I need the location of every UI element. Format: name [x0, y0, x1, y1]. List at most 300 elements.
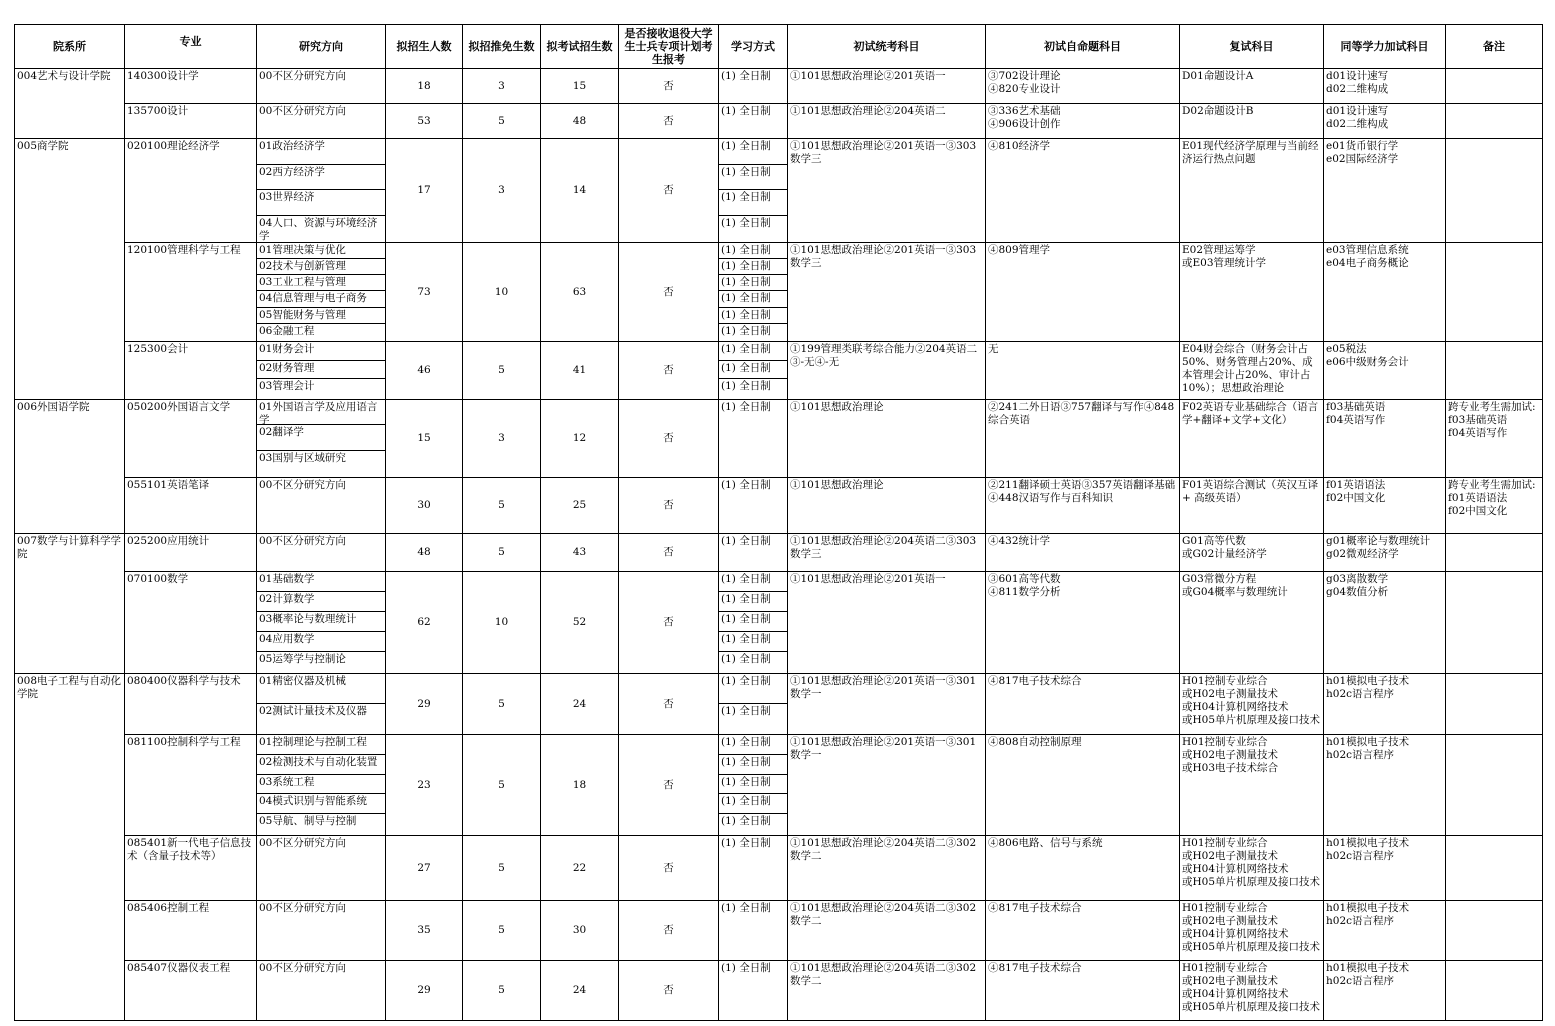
direction-item: 04信息管理与电子商务	[257, 291, 385, 307]
veteran-cell: 否	[619, 243, 719, 342]
extra-line: d01设计速写	[1326, 105, 1389, 117]
study-mode-item: (1) 全日制	[719, 342, 787, 361]
extra-exam-cell	[1324, 836, 1446, 901]
note-cell	[1446, 572, 1543, 674]
own-exam-cell	[986, 342, 1180, 400]
retest-line: 或H04计算机网络技术	[1182, 701, 1289, 713]
table-row	[15, 342, 1543, 400]
retest-line: 或G02计量经济学	[1182, 548, 1267, 560]
retest-cell	[1180, 342, 1324, 400]
direction-item: 02测试计量技术及仪器	[259, 704, 367, 717]
direction-cell	[257, 342, 386, 400]
study-mode-cell	[719, 901, 788, 961]
extra-exam-cell	[1324, 961, 1446, 1021]
own-line: ②241二外日语③757翻译与写作④848综合英语	[988, 401, 1175, 426]
total-cell: 46	[386, 342, 463, 400]
extra-line: h02c语言程序	[1326, 688, 1395, 700]
table-row	[15, 572, 1543, 674]
direction-cell	[257, 534, 386, 572]
header-cell: 初试统考科目	[788, 25, 986, 69]
table-row	[15, 104, 1543, 139]
extra-line: e04电子商务概论	[1326, 257, 1409, 269]
major-cell: 085407仪器仪表工程	[125, 961, 257, 1021]
retest-line: F02英语专业基础综合（语言学+翻译+文学+文化）	[1182, 401, 1319, 426]
extra-exam-cell	[1324, 69, 1446, 104]
direction-item: 01控制理论与控制工程	[257, 735, 385, 755]
extra-line: g04数值分析	[1326, 586, 1389, 598]
admissions-catalog	[14, 24, 1542, 1021]
unified-exam-cell: ①101思想政治理论②201英语一③301数学一	[788, 735, 986, 836]
direction-item: 03系统工程	[257, 775, 385, 795]
exam-cell: 52	[541, 572, 619, 674]
study-mode-item: (1) 全日制	[719, 243, 787, 259]
own-line: ④806电路、信号与系统	[988, 837, 1103, 849]
study-mode-cell	[719, 69, 788, 104]
extra-line: f01英语语法	[1326, 479, 1386, 491]
direction-item: 00不区分研究方向	[259, 105, 346, 117]
own-exam-cell	[986, 836, 1180, 901]
exam-cell: 14	[541, 139, 619, 243]
study-mode-item: (1) 全日制	[721, 704, 771, 717]
table-row	[15, 534, 1543, 572]
extra-line: h02c语言程序	[1326, 749, 1395, 761]
retest-cell	[1180, 901, 1324, 961]
note-line: f02中国文化	[1448, 505, 1508, 517]
study-mode-item: (1) 全日制	[719, 735, 787, 755]
veteran-cell: 否	[619, 836, 719, 901]
own-exam-cell	[986, 901, 1180, 961]
own-line: ④432统计学	[988, 535, 1051, 547]
rec-cell: 5	[463, 674, 541, 735]
exam-cell: 41	[541, 342, 619, 400]
extra-line: h01模拟电子技术	[1326, 675, 1410, 687]
extra-line: e03管理信息系统	[1326, 244, 1409, 256]
total-cell: 29	[386, 961, 463, 1021]
retest-line: 或H02电子测量技术	[1182, 850, 1279, 862]
header-cell: 是否接收退役大学生士兵专项计划考生报考	[619, 25, 719, 69]
extra-line: h02c语言程序	[1326, 915, 1395, 927]
unified-exam-cell: ①101思想政治理论②204英语二③302数学二	[788, 836, 986, 901]
retest-cell	[1180, 400, 1324, 478]
direction-item: 01精密仪器及机械	[257, 674, 385, 704]
own-exam-cell	[986, 139, 1180, 243]
major-cell: 120100管理科学与工程	[125, 243, 257, 342]
major-cell: 085401新一代电子信息技术（含量子技术等）	[125, 836, 257, 901]
veteran-cell: 否	[619, 572, 719, 674]
direction-cell	[257, 104, 386, 139]
study-mode-item: (1) 全日制	[721, 815, 771, 828]
retest-cell	[1180, 534, 1324, 572]
modes-line: (1) 全日制	[721, 479, 771, 491]
total-cell: 27	[386, 836, 463, 901]
extra-line: h02c语言程序	[1326, 850, 1395, 862]
note-line: f01英语语法	[1448, 492, 1508, 504]
major-cell: 125300会计	[125, 342, 257, 400]
major-cell: 140300设计学	[125, 69, 257, 104]
extra-line: h01模拟电子技术	[1326, 837, 1410, 849]
unified-exam-cell: ①101思想政治理论②201英语一③301数学一	[788, 674, 986, 735]
direction-item: 01外国语言学及应用语言学	[257, 400, 385, 425]
retest-line: 或E03管理统计学	[1182, 257, 1267, 269]
total-cell: 53	[386, 104, 463, 139]
retest-line: 或H02电子测量技术	[1182, 915, 1279, 927]
study-mode-item: (1) 全日制	[719, 755, 787, 775]
extra-line: d02二维构成	[1326, 83, 1389, 95]
retest-line: D01命题设计A	[1182, 70, 1254, 82]
note-cell	[1446, 674, 1543, 735]
own-exam-cell	[986, 961, 1180, 1021]
direction-item: 02检测技术与自动化装置	[257, 755, 385, 775]
unified-exam-cell: ①101思想政治理论	[788, 478, 986, 534]
note-cell	[1446, 342, 1543, 400]
study-mode-cell	[719, 243, 788, 342]
direction-cell	[257, 961, 386, 1021]
major-cell: 080400仪器科学与技术	[125, 674, 257, 735]
direction-item: 01管理决策与优化	[257, 243, 385, 259]
direction-item: 04模式识别与智能系统	[257, 794, 385, 814]
retest-line: E02管理运筹学	[1182, 244, 1256, 256]
rec-cell: 3	[463, 139, 541, 243]
direction-item: 03国别与区域研究	[259, 451, 346, 464]
total-cell: 35	[386, 901, 463, 961]
header-row	[15, 25, 1543, 69]
dept-cell: 004艺术与设计学院	[15, 69, 125, 139]
exam-cell: 48	[541, 104, 619, 139]
study-mode-cell	[719, 534, 788, 572]
retest-line: E01现代经济学原理与当前经济运行热点问题	[1182, 140, 1319, 165]
retest-line: 或H04计算机网络技术	[1182, 928, 1289, 940]
dept-cell: 007数学与计算科学学院	[15, 534, 125, 674]
extra-line: d01设计速写	[1326, 70, 1389, 82]
own-line: ③702设计理论	[988, 70, 1061, 82]
veteran-cell: 否	[619, 534, 719, 572]
own-exam-cell	[986, 478, 1180, 534]
own-line: ④811数学分析	[988, 586, 1061, 598]
major-cell: 020100理论经济学	[125, 139, 257, 243]
veteran-cell: 否	[619, 139, 719, 243]
own-exam-cell	[986, 735, 1180, 836]
rec-cell: 3	[463, 400, 541, 478]
note-cell	[1446, 836, 1543, 901]
extra-exam-cell	[1324, 342, 1446, 400]
direction-item: 05智能财务与管理	[257, 308, 385, 324]
direction-item: 00不区分研究方向	[259, 837, 346, 849]
study-mode-item: (1) 全日制	[719, 632, 787, 652]
note-cell	[1446, 243, 1543, 342]
direction-item: 02技术与创新管理	[257, 259, 385, 275]
veteran-cell: 否	[619, 69, 719, 104]
retest-cell	[1180, 735, 1324, 836]
exam-cell: 43	[541, 534, 619, 572]
table-row	[15, 69, 1543, 104]
major-cell: 055101英语笔译	[125, 478, 257, 534]
study-mode-item: (1) 全日制	[719, 674, 787, 704]
study-mode-cell	[719, 674, 788, 735]
extra-line: e06中级财务会计	[1326, 356, 1409, 368]
own-line: ④808自动控制原理	[988, 736, 1082, 748]
direction-item: 01基础数学	[257, 572, 385, 592]
direction-item: 01政治经济学	[257, 139, 385, 165]
retest-line: H01控制专业综合	[1182, 962, 1268, 974]
exam-cell: 12	[541, 400, 619, 478]
table-row	[15, 901, 1543, 961]
study-mode-cell	[719, 735, 788, 836]
study-mode-item: (1) 全日制	[719, 592, 787, 612]
direction-cell	[257, 400, 386, 478]
unified-exam-cell: ①101思想政治理论②204英语二③302数学二	[788, 901, 986, 961]
retest-cell	[1180, 572, 1324, 674]
extra-line: h01模拟电子技术	[1326, 902, 1410, 914]
note-line: 跨专业考生需加试:	[1448, 401, 1536, 413]
exam-cell: 30	[541, 901, 619, 961]
retest-line: H01控制专业综合	[1182, 736, 1268, 748]
rec-cell: 5	[463, 104, 541, 139]
own-line: ②211翻译硕士英语③357英语翻译基础④448汉语写作与百科知识	[988, 479, 1176, 504]
direction-item: 01财务会计	[257, 342, 385, 361]
retest-cell	[1180, 243, 1324, 342]
extra-line: f02中国文化	[1326, 492, 1386, 504]
retest-line: 或H05单片机原理及接口技术	[1182, 876, 1321, 888]
header-cell: 复试科目	[1180, 25, 1324, 69]
modes-line: (1) 全日制	[721, 535, 771, 547]
veteran-cell: 否	[619, 674, 719, 735]
header-cell: 专业	[125, 25, 257, 69]
veteran-cell: 否	[619, 901, 719, 961]
note-cell	[1446, 735, 1543, 836]
rec-cell: 10	[463, 572, 541, 674]
extra-exam-cell	[1324, 901, 1446, 961]
direction-item: 03世界经济	[257, 190, 385, 216]
extra-exam-cell	[1324, 572, 1446, 674]
modes-line: (1) 全日制	[721, 837, 771, 849]
unified-exam-cell: ①101思想政治理论②201英语一③303数学三	[788, 139, 986, 243]
header-cell: 备注	[1446, 25, 1543, 69]
study-mode-cell	[719, 572, 788, 674]
study-mode-item: (1) 全日制	[721, 324, 771, 337]
direction-item: 06金融工程	[259, 324, 315, 337]
exam-cell: 24	[541, 674, 619, 735]
header-cell: 研究方向	[257, 25, 386, 69]
unified-exam-cell: ①199管理类联考综合能力②204英语二③-无④-无	[788, 342, 986, 400]
study-mode-cell	[719, 478, 788, 534]
major-cell: 070100数学	[125, 572, 257, 674]
own-exam-cell	[986, 69, 1180, 104]
direction-item: 05导航、制导与控制	[259, 815, 357, 828]
retest-cell	[1180, 674, 1324, 735]
note-line: f03基础英语	[1448, 414, 1508, 426]
extra-line: e05税法	[1326, 343, 1367, 355]
direction-item: 03概率论与数理统计	[257, 612, 385, 632]
rec-cell: 10	[463, 243, 541, 342]
study-mode-item: (1) 全日制	[721, 653, 771, 665]
study-mode-cell	[719, 961, 788, 1021]
veteran-cell: 否	[619, 735, 719, 836]
retest-cell	[1180, 961, 1324, 1021]
direction-item: 02计算数学	[257, 592, 385, 612]
header-cell: 拟招推免生数	[463, 25, 541, 69]
unified-exam-cell: ①101思想政治理论②204英语二③303数学三	[788, 534, 986, 572]
direction-item: 00不区分研究方向	[259, 479, 346, 491]
extra-line: d02二维构成	[1326, 118, 1389, 130]
study-mode-cell	[719, 400, 788, 478]
direction-cell	[257, 243, 386, 342]
note-cell	[1446, 69, 1543, 104]
study-mode-item: (1) 全日制	[719, 259, 787, 275]
note-cell	[1446, 400, 1543, 478]
extra-line: h01模拟电子技术	[1326, 736, 1410, 748]
total-cell: 73	[386, 243, 463, 342]
exam-cell: 22	[541, 836, 619, 901]
table-row	[15, 735, 1543, 836]
study-mode-cell	[719, 104, 788, 139]
direction-cell	[257, 836, 386, 901]
direction-item: 00不区分研究方向	[259, 535, 346, 547]
retest-line: D02命题设计B	[1182, 105, 1254, 117]
extra-exam-cell	[1324, 478, 1446, 534]
retest-line: 或H05单片机原理及接口技术	[1182, 1001, 1321, 1013]
extra-exam-cell	[1324, 243, 1446, 342]
retest-line: F01英语综合测试（英汉互译 + 高级英语）	[1182, 479, 1319, 504]
retest-line: H01控制专业综合	[1182, 837, 1268, 849]
unified-exam-cell: ①101思想政治理论	[788, 400, 986, 478]
direction-item: 04人口、资源与环境经济学	[259, 216, 378, 241]
retest-cell	[1180, 104, 1324, 139]
study-mode-item: (1) 全日制	[719, 775, 787, 795]
total-cell: 62	[386, 572, 463, 674]
total-cell: 30	[386, 478, 463, 534]
note-cell	[1446, 478, 1543, 534]
retest-line: H01控制专业综合	[1182, 902, 1268, 914]
admissions-table	[14, 24, 1543, 1021]
rec-cell: 5	[463, 534, 541, 572]
direction-cell	[257, 901, 386, 961]
table-row	[15, 243, 1543, 342]
retest-cell	[1180, 69, 1324, 104]
table-row	[15, 961, 1543, 1021]
own-line: ④809管理学	[988, 244, 1051, 256]
note-cell	[1446, 139, 1543, 243]
extra-line: h01模拟电子技术	[1326, 962, 1410, 974]
direction-item: 05运筹学与控制论	[259, 653, 346, 665]
table-row	[15, 478, 1543, 534]
own-line: ③336艺术基础	[988, 105, 1061, 117]
exam-cell: 63	[541, 243, 619, 342]
extra-line: g01概率论与数理统计	[1326, 535, 1431, 547]
direction-cell	[257, 69, 386, 104]
direction-cell	[257, 674, 386, 735]
exam-cell: 25	[541, 478, 619, 534]
direction-item: 02西方经济学	[257, 165, 385, 191]
study-mode-item: (1) 全日制	[719, 291, 787, 307]
direction-cell	[257, 735, 386, 836]
major-cell: 081100控制科学与工程	[125, 735, 257, 836]
extra-line: f04英语写作	[1326, 414, 1386, 426]
note-cell	[1446, 104, 1543, 139]
study-mode-cell	[719, 139, 788, 243]
veteran-cell: 否	[619, 961, 719, 1021]
rec-cell: 5	[463, 961, 541, 1021]
own-line: ③601高等代数	[988, 573, 1061, 585]
direction-item: 02财务管理	[257, 361, 385, 380]
study-mode-item: (1) 全日制	[719, 165, 787, 191]
retest-line: 或H04计算机网络技术	[1182, 863, 1289, 875]
retest-cell	[1180, 478, 1324, 534]
exam-cell: 24	[541, 961, 619, 1021]
extra-exam-cell	[1324, 674, 1446, 735]
study-mode-item: (1) 全日制	[719, 572, 787, 592]
note-cell	[1446, 534, 1543, 572]
rec-cell: 5	[463, 735, 541, 836]
total-cell: 48	[386, 534, 463, 572]
retest-line: 或H02电子测量技术	[1182, 749, 1279, 761]
retest-line: 或H02电子测量技术	[1182, 975, 1279, 987]
modes-line: (1) 全日制	[721, 962, 771, 974]
own-line: ④817电子技术综合	[988, 962, 1082, 974]
retest-line: 或G04概率与数理统计	[1182, 586, 1288, 598]
direction-cell	[257, 139, 386, 243]
veteran-cell: 否	[619, 342, 719, 400]
major-cell: 050200外国语言文学	[125, 400, 257, 478]
retest-cell	[1180, 836, 1324, 901]
exam-cell: 18	[541, 735, 619, 836]
total-cell: 15	[386, 400, 463, 478]
unified-exam-cell: ①101思想政治理论②201英语一③303数学三	[788, 243, 986, 342]
study-mode-item: (1) 全日制	[719, 361, 787, 380]
direction-item: 04应用数学	[257, 632, 385, 652]
rec-cell: 5	[463, 478, 541, 534]
header-cell: 学习方式	[719, 25, 788, 69]
table-row	[15, 139, 1543, 243]
own-line: ④810经济学	[988, 140, 1051, 152]
modes-line: (1) 全日制	[721, 70, 771, 82]
note-line: 跨专业考生需加试:	[1448, 479, 1536, 491]
direction-cell	[257, 478, 386, 534]
direction-item: 03工业工程与管理	[257, 275, 385, 291]
retest-line: G01高等代数	[1182, 535, 1246, 547]
retest-cell	[1180, 139, 1324, 243]
total-cell: 23	[386, 735, 463, 836]
study-mode-item: (1) 全日制	[719, 139, 787, 165]
own-line: ④906设计创作	[988, 118, 1061, 130]
own-line: ④817电子技术综合	[988, 675, 1082, 687]
veteran-cell: 否	[619, 400, 719, 478]
modes-line: (1) 全日制	[721, 401, 771, 413]
header-cell: 初试自命题科目	[986, 25, 1180, 69]
unified-exam-cell: ①101思想政治理论②204英语二③302数学二	[788, 961, 986, 1021]
retest-line: 或H04计算机网络技术	[1182, 988, 1289, 1000]
direction-item: 00不区分研究方向	[259, 70, 346, 82]
direction-item: 02翻译学	[257, 425, 385, 450]
own-line: 无	[988, 343, 999, 355]
dept-cell: 006外国语学院	[15, 400, 125, 534]
extra-line: e01货币银行学	[1326, 140, 1399, 152]
total-cell: 18	[386, 69, 463, 104]
direction-item: 03管理会计	[259, 380, 315, 393]
study-mode-cell	[719, 836, 788, 901]
study-mode-item: (1) 全日制	[721, 216, 771, 229]
retest-line: G03常微分方程	[1182, 573, 1257, 585]
retest-line: H01控制专业综合	[1182, 675, 1268, 687]
rec-cell: 5	[463, 342, 541, 400]
own-exam-cell	[986, 243, 1180, 342]
modes-line: (1) 全日制	[721, 105, 771, 117]
header-cell: 拟考试招生数	[541, 25, 619, 69]
header-cell: 院系所	[15, 25, 125, 69]
total-cell: 17	[386, 139, 463, 243]
own-exam-cell	[986, 534, 1180, 572]
own-exam-cell	[986, 674, 1180, 735]
rec-cell: 5	[463, 836, 541, 901]
